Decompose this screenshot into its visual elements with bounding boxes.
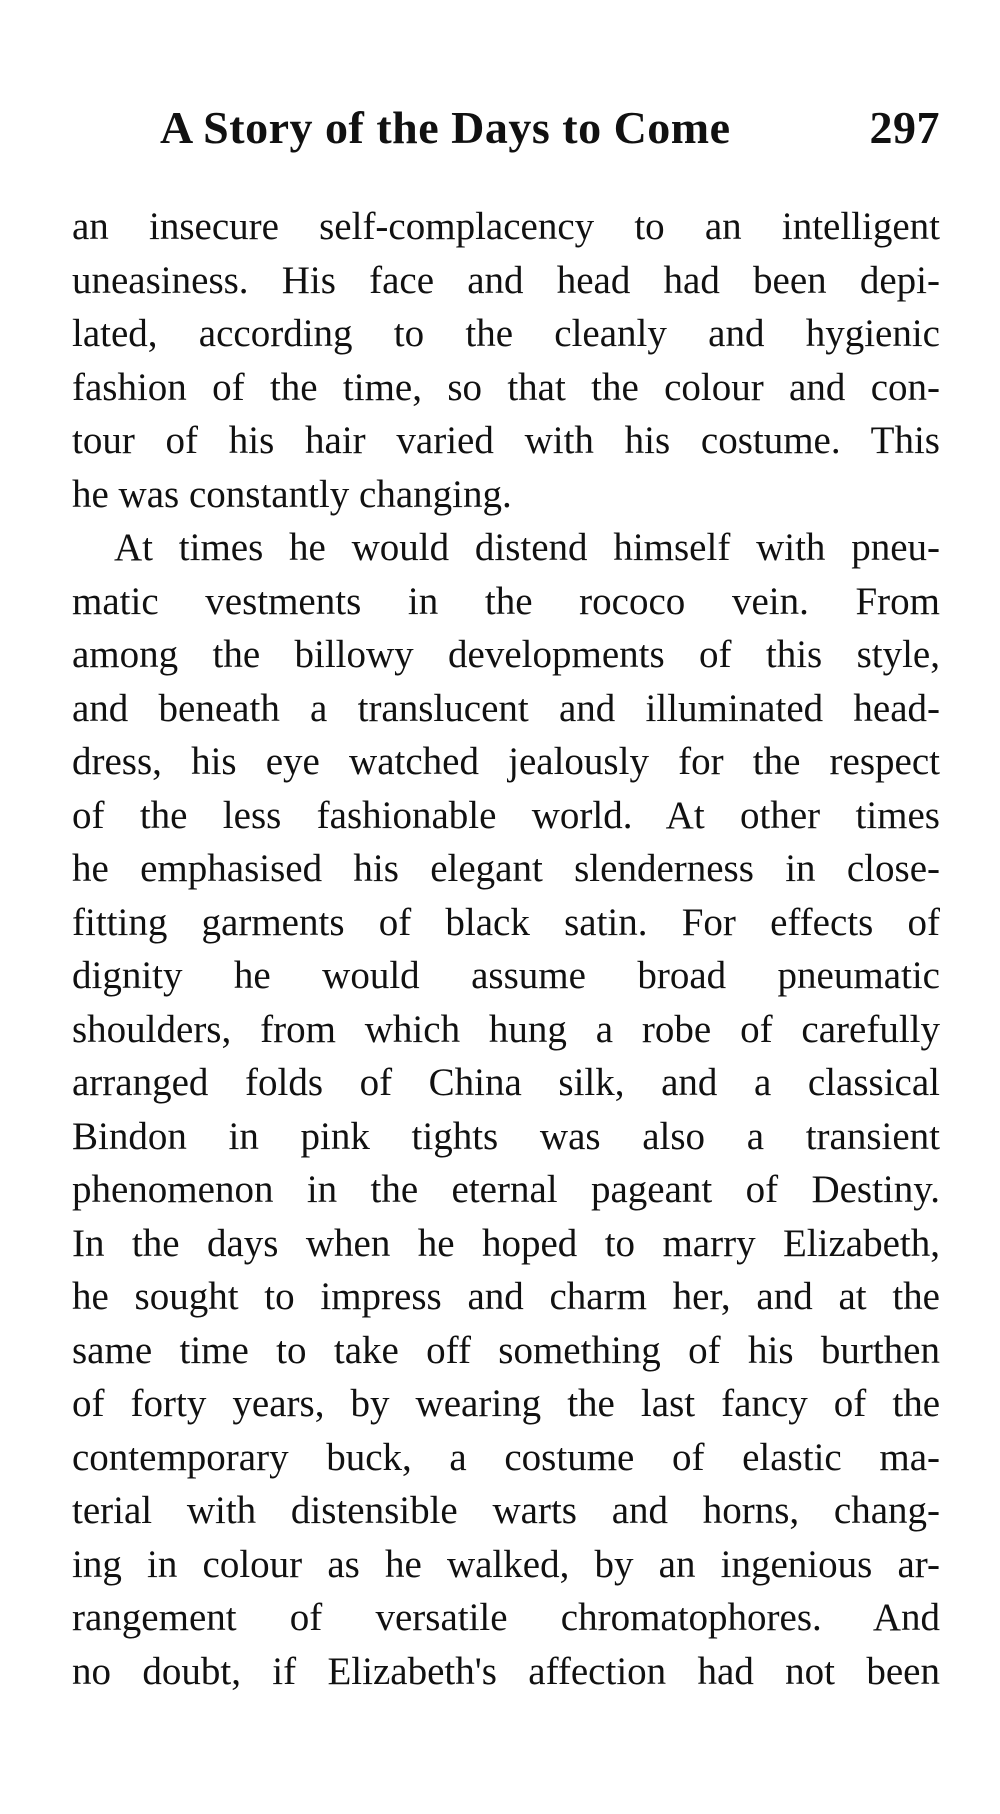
text-line: terial with distensible warts and horns, chang- (72, 1489, 940, 1532)
text-line: In the days when he hoped to marry Elizabeth, (72, 1221, 940, 1265)
text-line: dignity he would assume broad pneumatic (72, 954, 940, 997)
text-line: of forty years, by wearing the last fancy of the (72, 1382, 940, 1425)
text-line: arranged folds of China silk, and a classical (72, 1061, 940, 1104)
text-line: ing in colour as he walked, by an ingenious ar- (72, 1542, 940, 1586)
text-line: an insecure self-complacency to an intelligent (72, 205, 940, 248)
text-line: among the billowy developments of this style, (72, 633, 940, 676)
text-line: fitting garments of black satin. For effects of (72, 900, 940, 944)
text-line: fashion of the time, so that the colour and con- (72, 365, 940, 409)
text-line: shoulders, from which hung a robe of carefully (72, 1007, 940, 1051)
page-number: 297 (869, 102, 940, 153)
text-line: he emphasised his elegant slenderness in close- (72, 847, 940, 890)
running-title: A Story of the Days to Come (160, 102, 731, 153)
running-header (150, 98, 940, 158)
text-line: lated, according to the cleanly and hygienic (72, 312, 940, 355)
text-line: no doubt, if Elizabeth's affection had not been (72, 1649, 940, 1693)
text-line: At times he would distend himself with pneu- (114, 526, 940, 569)
text-line: dress, his eye watched jealously for the respect (72, 740, 940, 783)
text-line: uneasiness. His face and head had been depi- (72, 258, 940, 302)
text-line: phenomenon in the eternal pageant of Destiny. (72, 1168, 940, 1211)
text-line: contemporary buck, a costume of elastic ma- (72, 1435, 940, 1479)
text-line: he sought to impress and charm her, and at the (72, 1275, 940, 1318)
text-line: same time to take off something of his burthen (72, 1328, 940, 1372)
text-line: matic vestments in the rococo vein. From (72, 579, 940, 623)
text-line: rangement of versatile chromatophores. And (72, 1596, 940, 1639)
text-line: Bindon in pink tights was also a transient (72, 1114, 940, 1158)
body-text (72, 200, 940, 1698)
text-line: of the less fashionable world. At other times (72, 793, 940, 837)
text-line: he was constantly changing. (72, 472, 512, 516)
text-line: tour of his hair varied with his costume. This (72, 419, 940, 462)
text-line: and beneath a translucent and illuminated head- (72, 686, 940, 730)
